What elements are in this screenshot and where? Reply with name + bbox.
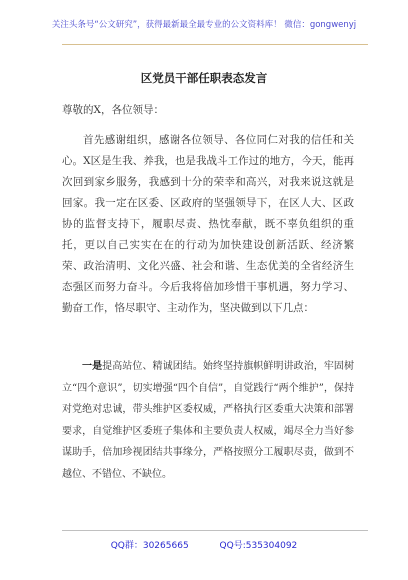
paragraph-2 [62,356,354,485]
paragraph-1: 首先感谢组织，感谢各位领导、各位同仁对我的信任和关心。X区是生我、养我，也是我战斗工作过的地方，今天，能再次回到家乡服务，我感到十分的荣幸和高兴，对我来说这就是回家。我一定在区委、区政府的坚强领导下，在区人大、区政协的监督支持下，履职尽责、热忱奉献，既不辜负组织的重托，更以自己实实在在的行动为加快建设创新活跃、经济繁荣、政治清明、文化兴盛、社会和谐、生态优美的全省经济生态强区而努力奋斗。今后我将倍加珍惜干事机遇，努力学习、勤奋工作，恪尽职守、主动作为，坚决做到以下几点： [62,134,354,314]
footer-divider [62,530,368,531]
document-title: 区党员干部任职表态发言 [140,71,268,85]
footer-qq-number: QQ号:535304092 [219,541,298,551]
paragraph-2-body: 提高站位、精诚团结。始终坚持旗帜鲜明讲政治，牢固树立“四个意识”，切实增强“四个自信”，自觉践行“两个维护”，保持对党绝对忠诚，带头维护区委权威，严格执行区委重大决策和部署要求，自觉维护区委班子集体和主要负责人权威，竭尽全力当好参谋助手，倍加珍视团结共事缘分，严格按照分工履职尽责，做到不越位、不错位、不缺位。 [62,361,355,480]
header-divider [62,44,368,45]
salutation: 尊敬的X，各位领导： [62,104,164,116]
footer [0,538,408,551]
header-banner: 关注头条号“公文研究”，获得最新最全最专业的公文资料库！ 微信：gongwenyj [51,20,357,30]
footer-qq-group: QQ群：30265665 [110,541,189,551]
paragraph-2-lead: 一是 [82,361,103,372]
